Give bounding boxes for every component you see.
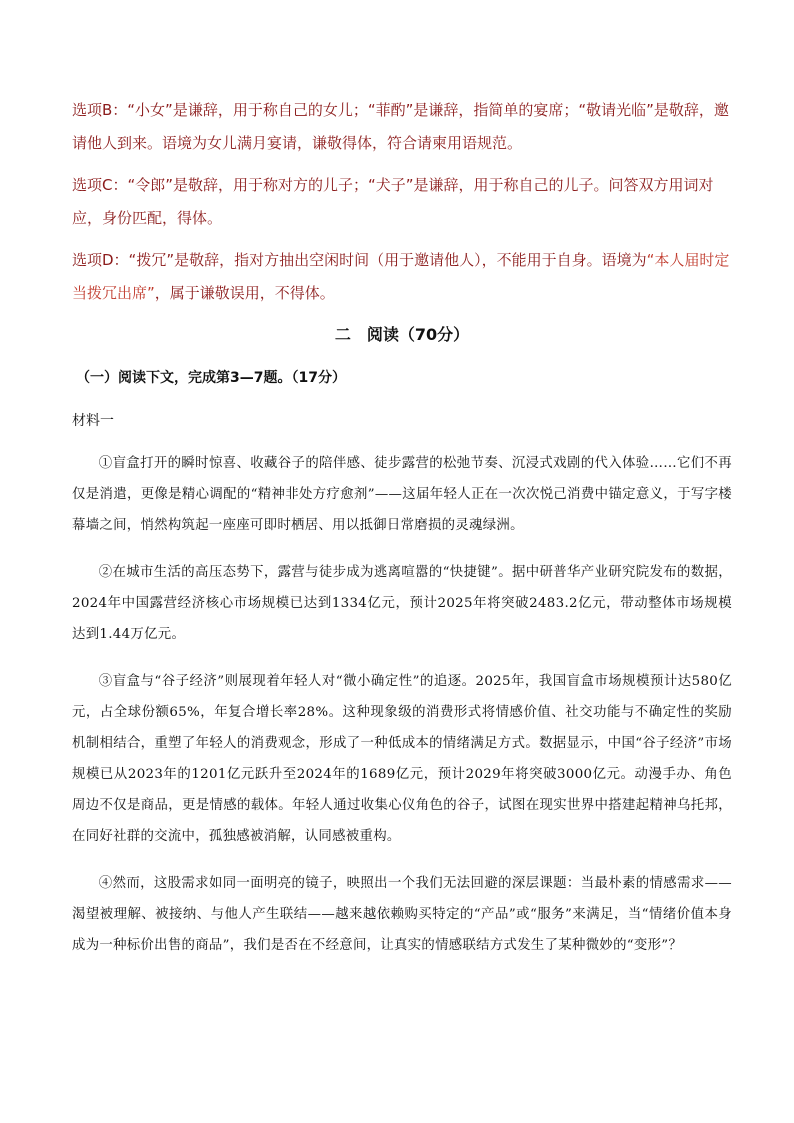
paragraph-2: ②在城市生活的高压态势下，露营与徒步成为逃离喧嚣的“快捷键”。据中研普华产业研究院发布的数据，2024年中国露营经济核心市场规模已达到1334亿元，预计2025年将突破2483.2亿元，带动整体市场规模达到1.44万亿元。 — [72, 565, 732, 642]
answer-option-d-tail: ，属于谦敬误用，不得体。 — [154, 284, 335, 302]
answer-option-d-text: 选项D：“拨冗”是敬辞，指对方抽出空闲时间（用于邀请他人），不能用于自身。语境为 — [72, 251, 647, 269]
material-label: 材料一 — [72, 413, 114, 429]
paragraph-4: ④然而，这股需求如同一面明亮的镜子，映照出一个我们无法回避的深层课题：当最朴素的情感需求——渴望被理解、被接纳、与他人产生联结——越来越依赖购买特定的“产品”或“服务”来满足，当“情绪价值本身成为一种标价出售的商品”，我们是否在不经意间，让真实的情感联结方式发生了某种微妙的“变形”？ — [72, 876, 732, 953]
answer-option-c: 选项C：“令郎”是敬辞，用于称对方的儿子；“犬子”是谦辞，用于称自己的儿子。问答双方用词对应，身份匹配，得体。 — [72, 176, 714, 227]
paragraph-3: ③盲盒与“谷子经济”则展现着年轻人对“微小确定性”的追逐。2025年，我国盲盒市场规模预计达580亿元，占全球份额65%，年复合增长率28%。这种现象级的消费形式将情感价值、社交功能与不确定性的奖励机制相结合，重塑了年轻人的消费观念，形成了一种低成本的情绪满足方式。数据显示，中国“谷子经济”市场规模已从2023年的1201亿元跃升至2024年的1689亿元，预计2029年将突破3000亿元。动漫手办、角色周边不仅是商品，更是情感的载体。年轻人通过收集心仪角色的谷子，试图在现实世界中搭建起精神乌托邦，在同好社群的交流中，孤独感被消解，认同感被重构。 — [72, 674, 732, 844]
answer-option-b: 选项B：“小女”是谦辞，用于称自己的女儿；“菲酌”是谦辞，指简单的宴席；“敬请光临”是敬辞，邀请他人到来。语境为女儿满月宴请，谦敬得体，符合请柬用语规范。 — [72, 101, 729, 152]
question-heading: （一）阅读下文，完成第3—7题。（17分） — [76, 370, 346, 386]
answer-option-d — [72, 244, 732, 310]
paragraph-1: ①盲盒打开的瞬时惊喜、收藏谷子的陪伴感、徒步露营的松弛节奏、沉浸式戏剧的代入体验……它们不再仅是消遣，更像是精心调配的“精神非处方疗愈剂”——这届年轻人正在一次次悦己消费中锚定意义，于写字楼幕墙之间，悄然构筑起一座座可即时栖居、用以抵御日常磨损的灵魂绿洲。 — [72, 456, 732, 533]
section-title: 二 阅读（70分） — [334, 325, 470, 344]
document-page — [72, 94, 732, 977]
answer-option-d-quote: “本人届时定当拨冗出席” — [72, 251, 730, 302]
